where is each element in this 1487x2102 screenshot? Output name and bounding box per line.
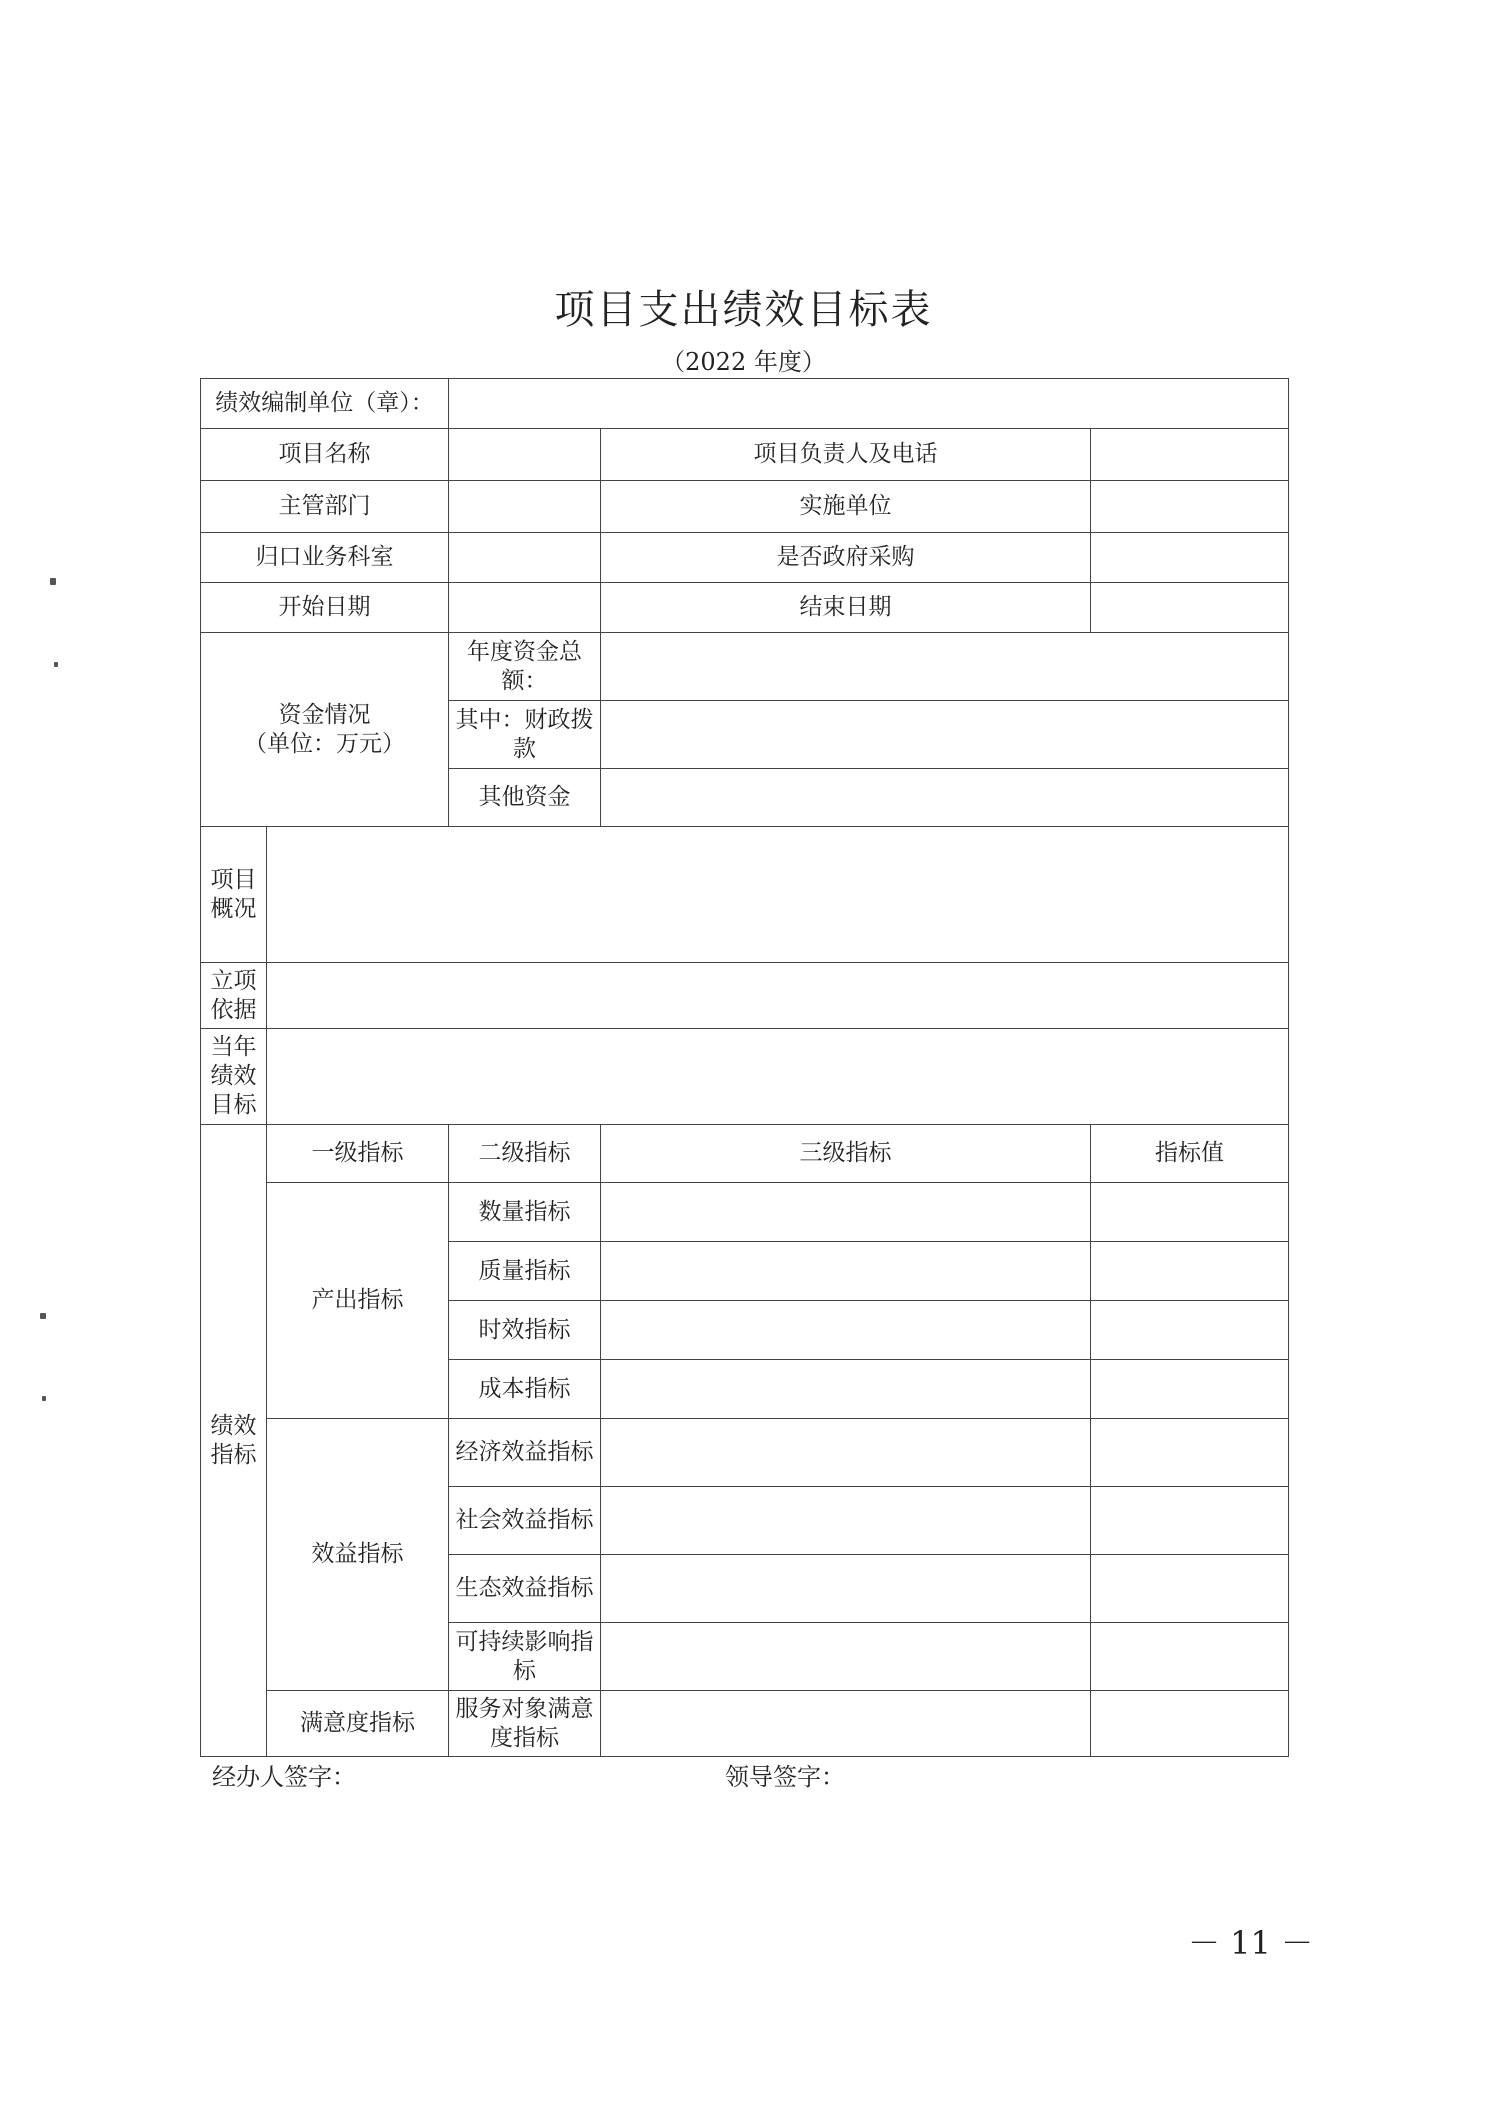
dept-field[interactable] <box>449 481 601 533</box>
funds-label: 资金情况 <box>278 701 371 728</box>
scan-speck <box>40 1313 46 1319</box>
annual-goal-field[interactable] <box>267 1029 1289 1125</box>
overview-field[interactable] <box>267 827 1289 963</box>
business-office-field[interactable] <box>449 533 601 583</box>
ecological-field[interactable] <box>601 1555 1091 1623</box>
service-satisfaction-field[interactable] <box>601 1691 1091 1757</box>
sustainable-label: 可持续影响指标 <box>449 1623 601 1691</box>
page-subtitle: （2022 年度） <box>661 348 826 376</box>
annual-goal-label: 当年绩效目标 <box>201 1029 267 1125</box>
economic-value-field[interactable] <box>1091 1419 1289 1487</box>
header-level1: 一级指标 <box>267 1125 449 1183</box>
funds-label-cell <box>201 633 449 827</box>
unit-value-field[interactable] <box>449 379 1289 429</box>
cost-value-field[interactable] <box>1091 1360 1289 1419</box>
performance-target-table <box>200 378 1289 1757</box>
timeliness-value-field[interactable] <box>1091 1301 1289 1360</box>
start-date-field[interactable] <box>449 583 601 633</box>
page-title: 项目支出绩效目标表 <box>554 287 933 333</box>
cost-label: 成本指标 <box>449 1360 601 1419</box>
impl-unit-field[interactable] <box>1091 481 1289 533</box>
ecological-label: 生态效益指标 <box>449 1555 601 1623</box>
header-level3: 三级指标 <box>601 1125 1091 1183</box>
perf-indicators-label: 绩效指标 <box>201 1125 267 1757</box>
handler-signature-label: 经办人签字： <box>212 1763 356 1791</box>
quantity-value-field[interactable] <box>1091 1183 1289 1242</box>
scan-speck <box>54 662 58 667</box>
end-date-field[interactable] <box>1091 583 1289 633</box>
scan-speck <box>50 578 56 585</box>
gov-procurement-field[interactable] <box>1091 533 1289 583</box>
project-name-field[interactable] <box>449 429 601 481</box>
quality-label: 质量指标 <box>449 1242 601 1301</box>
sustainable-field[interactable] <box>601 1623 1091 1691</box>
header-value: 指标值 <box>1091 1125 1289 1183</box>
service-satisfaction-label: 服务对象满意度指标 <box>449 1691 601 1757</box>
economic-label: 经济效益指标 <box>449 1419 601 1487</box>
leader-signature-label: 领导签字： <box>725 1763 845 1791</box>
satisfaction-label: 满意度指标 <box>267 1691 449 1757</box>
gov-procurement-label: 是否政府采购 <box>601 533 1091 583</box>
ecological-value-field[interactable] <box>1091 1555 1289 1623</box>
basis-label: 立项依据 <box>201 963 267 1029</box>
funds-fiscal-label: 其中：财政拨款 <box>449 701 601 769</box>
funds-total-field[interactable] <box>601 633 1289 701</box>
service-satisfaction-value-field[interactable] <box>1091 1691 1289 1757</box>
overview-label: 项目概况 <box>201 827 267 963</box>
end-date-label: 结束日期 <box>601 583 1091 633</box>
quantity-label: 数量指标 <box>449 1183 601 1242</box>
funds-total-label: 年度资金总额： <box>449 633 601 701</box>
cost-field[interactable] <box>601 1360 1091 1419</box>
impl-unit-label: 实施单位 <box>601 481 1091 533</box>
timeliness-label: 时效指标 <box>449 1301 601 1360</box>
sustainable-value-field[interactable] <box>1091 1623 1289 1691</box>
business-office-label: 归口业务科室 <box>201 533 449 583</box>
project-name-label: 项目名称 <box>201 429 449 481</box>
funds-fiscal-field[interactable] <box>601 701 1289 769</box>
scan-speck <box>42 1396 46 1401</box>
timeliness-field[interactable] <box>601 1301 1091 1360</box>
project-lead-field[interactable] <box>1091 429 1289 481</box>
quality-field[interactable] <box>601 1242 1091 1301</box>
funds-unit: （单位：万元） <box>244 730 405 757</box>
quantity-field[interactable] <box>601 1183 1091 1242</box>
project-lead-label: 项目负责人及电话 <box>601 429 1091 481</box>
funds-other-label: 其他资金 <box>449 769 601 827</box>
social-value-field[interactable] <box>1091 1487 1289 1555</box>
dept-label: 主管部门 <box>201 481 449 533</box>
economic-field[interactable] <box>601 1419 1091 1487</box>
page-number: － 11 － <box>1188 1924 1314 1962</box>
unit-label: 绩效编制单位（章）： <box>201 379 449 429</box>
start-date-label: 开始日期 <box>201 583 449 633</box>
basis-field[interactable] <box>267 963 1289 1029</box>
header-level2: 二级指标 <box>449 1125 601 1183</box>
output-label: 产出指标 <box>267 1183 449 1419</box>
quality-value-field[interactable] <box>1091 1242 1289 1301</box>
benefit-label: 效益指标 <box>267 1419 449 1691</box>
social-field[interactable] <box>601 1487 1091 1555</box>
funds-other-field[interactable] <box>601 769 1289 827</box>
social-label: 社会效益指标 <box>449 1487 601 1555</box>
